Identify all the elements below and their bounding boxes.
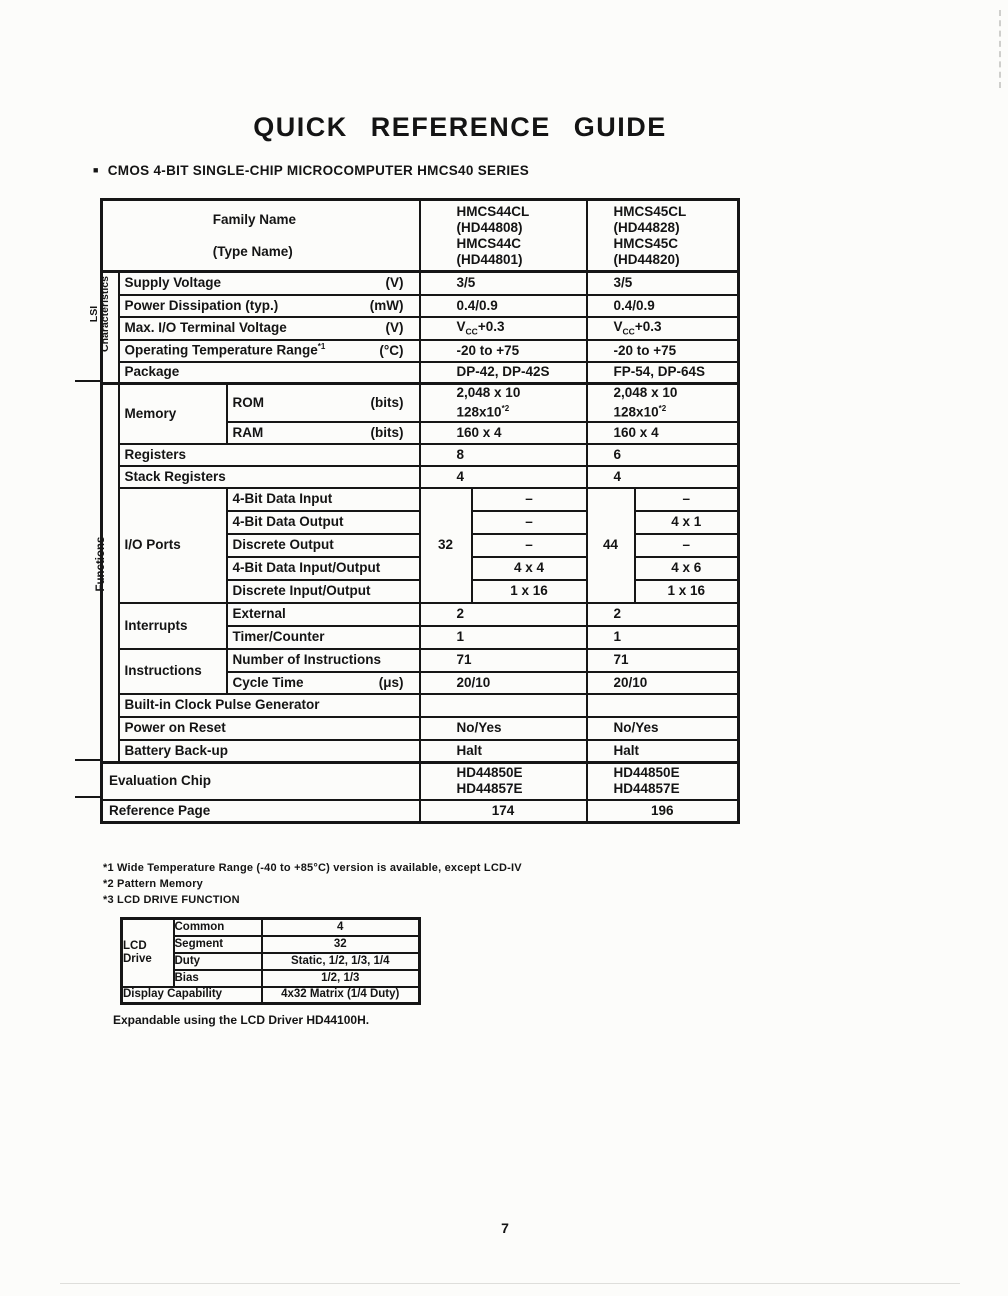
- row-label-cell: Bias: [174, 970, 262, 987]
- row-package: [102, 362, 739, 384]
- functions-strip-cell: [102, 384, 119, 763]
- footnote-1: *1 Wide Temperature Range (-40 to +85°C) version is available, except LCD-IV: [103, 862, 522, 874]
- value-b-cell: 4: [587, 466, 739, 488]
- family-name-header-cell: Family Name (Type Name): [102, 200, 420, 272]
- value-b-cell: 4 x 1: [635, 511, 739, 534]
- value-b-cell: 1: [587, 626, 739, 649]
- table-header-row: [102, 200, 739, 272]
- footnote-2: *2 Pattern Memory: [103, 878, 203, 890]
- scan-artifact: [60, 1283, 960, 1284]
- lcd-expandability-note: Expandable using the LCD Driver HD44100H.: [113, 1013, 370, 1027]
- page-number: 7: [501, 1220, 509, 1236]
- value-a-cell: Halt: [420, 740, 587, 763]
- value-cell: 4x32 Matrix (1/4 Duty): [262, 987, 420, 1004]
- value-b-cell: -20 to +75: [587, 340, 739, 362]
- lsi-strip-cell: [102, 272, 119, 384]
- value-b-cell: 0.4/0.9: [587, 295, 739, 317]
- row-number-of-instructions: [102, 649, 739, 672]
- lcd-drive-table: [120, 917, 421, 1005]
- value-b-cell: –: [635, 534, 739, 557]
- vertical-label-lsi-characteristics: LSI Characteristics: [87, 276, 111, 352]
- io-total-b-cell: 44: [587, 488, 635, 603]
- row-evaluation-chip: [102, 763, 739, 800]
- value-a-cell: -20 to +75: [420, 340, 587, 362]
- group-label-memory: Memory: [119, 384, 227, 444]
- row-label-cell: Stack Registers: [119, 466, 420, 488]
- value-b-cell: [587, 694, 739, 717]
- row-label-cell: Battery Back-up: [119, 740, 420, 763]
- value-a-cell: DP-42, DP-42S: [420, 362, 587, 384]
- row-label-cell: ROM (bits): [227, 384, 420, 422]
- value-b-cell: 6: [587, 444, 739, 466]
- value-cell: Static, 1/2, 1/3, 1/4: [262, 953, 420, 970]
- value-b-cell: 20/10: [587, 672, 739, 694]
- value-b-cell: 1 x 16: [635, 580, 739, 603]
- value-a-cell: 20/10: [420, 672, 587, 694]
- row-label-cell: RAM (bits): [227, 422, 420, 444]
- row-label-cell: Power on Reset: [119, 717, 420, 740]
- row-label-cell: 4-Bit Data Input: [227, 488, 420, 511]
- value-b-cell: 4 x 6: [635, 557, 739, 580]
- value-a-cell: –: [472, 511, 587, 534]
- value-a-cell: 4 x 4: [472, 557, 587, 580]
- value-a-cell: –: [472, 488, 587, 511]
- section-divider-stub: [75, 759, 101, 761]
- value-b-cell: HD44850E HD44857E: [587, 763, 739, 800]
- spec-table: [100, 198, 740, 824]
- footnote-3: *3 LCD DRIVE FUNCTION: [103, 894, 240, 906]
- row-registers: [102, 444, 739, 466]
- row-label-cell: Max. I/O Terminal Voltage (V): [119, 317, 420, 340]
- page-title: QUICK REFERENCE GUIDE: [253, 112, 667, 142]
- value-a-cell: $V_{CC}+0.3$: [420, 317, 587, 340]
- io-total-a-cell: 32: [420, 488, 472, 603]
- value-cell: 1/2, 1/3: [262, 970, 420, 987]
- row-label-cell: Common: [174, 919, 262, 936]
- value-a-cell: 0.4/0.9: [420, 295, 587, 317]
- value-b-cell: 160 x 4: [587, 422, 739, 444]
- value-a-cell: 8: [420, 444, 587, 466]
- value-b-cell: 2,048 x 10 128x10$^{*2}$: [587, 384, 739, 422]
- column-b-header-cell: HMCS45CL (HD44828) HMCS45C (HD44820): [587, 200, 739, 272]
- row-operating-temperature-range: [102, 340, 739, 362]
- row-label-cell: Timer/Counter: [227, 626, 420, 649]
- row-label-cell: Display Capability: [122, 987, 262, 1004]
- row-power-on-reset: [102, 717, 739, 740]
- row-label-cell: Supply Voltage (V): [119, 272, 420, 295]
- row-label-cell: Duty: [174, 953, 262, 970]
- value-a-cell: 71: [420, 649, 587, 672]
- row-label-cell: Discrete Output: [227, 534, 420, 557]
- row-label-cell: Evaluation Chip: [102, 763, 420, 800]
- value-b-cell: 196: [587, 800, 739, 823]
- row-label-cell: Number of Instructions: [227, 649, 420, 672]
- row-battery-back-up: [102, 740, 739, 763]
- value-b-cell: 2: [587, 603, 739, 626]
- value-b-cell: –: [635, 488, 739, 511]
- value-a-cell: 3/5: [420, 272, 587, 295]
- row-reference-page: [102, 800, 739, 823]
- value-b-cell: 3/5: [587, 272, 739, 295]
- row-display-capability: [122, 987, 420, 1004]
- footnotes: [103, 862, 522, 910]
- row-interrupts-external: [102, 603, 739, 626]
- section-divider-stub: [75, 796, 101, 798]
- row-label-cell: 4-Bit Data Output: [227, 511, 420, 534]
- row-label-cell: Reference Page: [102, 800, 420, 823]
- value-a-cell: 2,048 x 10 128x10$^{*2}$: [420, 384, 587, 422]
- value-b-cell: No/Yes: [587, 717, 739, 740]
- row-label-cell: Built-in Clock Pulse Generator: [119, 694, 420, 717]
- value-b-cell: 71: [587, 649, 739, 672]
- row-io-4bit-data-input: [102, 488, 739, 511]
- value-a-cell: 4: [420, 466, 587, 488]
- row-label-cell: Registers: [119, 444, 420, 466]
- row-label-cell: Package: [119, 362, 420, 384]
- row-label-cell: Segment: [174, 936, 262, 953]
- value-a-cell: 1 x 16: [472, 580, 587, 603]
- value-a-cell: [420, 694, 587, 717]
- vertical-label-functions: Functions: [94, 536, 107, 592]
- row-label-cell: Operating Temperature Range$^{*1}$ (°C): [119, 340, 420, 362]
- row-stack-registers: [102, 466, 739, 488]
- row-built-in-clock-pulse-generator: [102, 694, 739, 717]
- value-cell: 32: [262, 936, 420, 953]
- value-b-cell: FP-54, DP-64S: [587, 362, 739, 384]
- row-power-dissipation: [102, 295, 739, 317]
- row-label-cell: Power Dissipation (typ.) (mW): [119, 295, 420, 317]
- scan-artifact: [999, 10, 1001, 88]
- row-label-cell: 4-Bit Data Input/Output: [227, 557, 420, 580]
- group-label-instructions: Instructions: [119, 649, 227, 694]
- row-label-cell: Discrete Input/Output: [227, 580, 420, 603]
- column-a-header-cell: HMCS44CL (HD44808) HMCS44C (HD44801): [420, 200, 587, 272]
- row-memory-rom: [102, 384, 739, 422]
- section-divider-stub: [75, 380, 101, 382]
- row-label-cell: Cycle Time (μs): [227, 672, 420, 694]
- value-a-cell: 160 x 4: [420, 422, 587, 444]
- group-label-lcd-drive: LCD Drive: [122, 919, 174, 987]
- value-a-cell: –: [472, 534, 587, 557]
- square-bullet-icon: ■: [93, 165, 99, 175]
- value-a-cell: 2: [420, 603, 587, 626]
- value-a-cell: 174: [420, 800, 587, 823]
- row-lcd-common: [122, 919, 420, 936]
- value-cell: 4: [262, 919, 420, 936]
- value-b-cell: $V_{CC}+0.3$: [587, 317, 739, 340]
- value-b-cell: Halt: [587, 740, 739, 763]
- group-label-interrupts: Interrupts: [119, 603, 227, 649]
- row-max-io-terminal-voltage: [102, 317, 739, 340]
- section-heading: [93, 163, 529, 178]
- value-a-cell: No/Yes: [420, 717, 587, 740]
- row-supply-voltage: [102, 272, 739, 295]
- group-label-io-ports: I/O Ports: [119, 488, 227, 603]
- value-a-cell: HD44850E HD44857E: [420, 763, 587, 800]
- value-a-cell: 1: [420, 626, 587, 649]
- section-heading-text: CMOS 4-BIT SINGLE-CHIP MICROCOMPUTER HMCS40 SERIES: [107, 163, 530, 178]
- row-label-cell: External: [227, 603, 420, 626]
